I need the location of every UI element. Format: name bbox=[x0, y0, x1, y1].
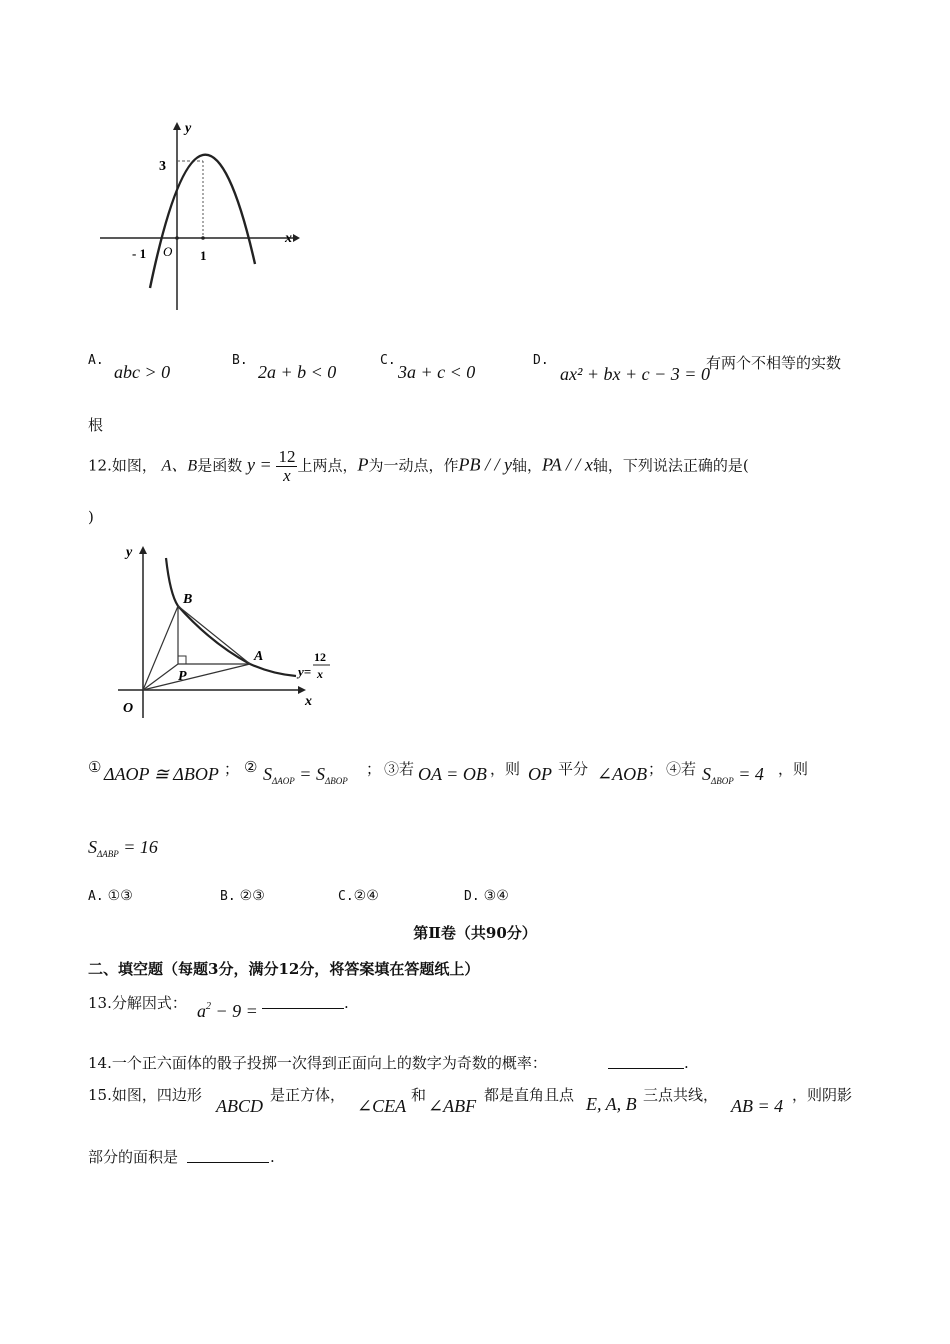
q12-stem bbox=[88, 448, 749, 485]
q12-stem-4: 为一动点，作 bbox=[368, 456, 459, 475]
q11-option-d-wrap: 根 bbox=[88, 416, 104, 434]
q12-func-den: x bbox=[283, 466, 291, 485]
q12-option-d-text: ③④ bbox=[483, 888, 509, 904]
s4-res-s: S bbox=[88, 837, 97, 857]
q12-option-b-text: ②③ bbox=[239, 888, 265, 904]
curve-label-y: y= bbox=[298, 664, 312, 679]
neg-one-label: - 1 bbox=[132, 246, 147, 261]
x-axis-arrow bbox=[293, 234, 300, 242]
s3-bisect: 平分 bbox=[558, 760, 589, 778]
q11-option-d-expr: ax² + bx + c − 3 = 0 bbox=[560, 364, 710, 384]
s2-circ: ② bbox=[244, 758, 258, 776]
q13-a: a bbox=[197, 1001, 206, 1021]
q12-option-b-letter: B. bbox=[220, 889, 236, 904]
q12-option-d-letter: D. bbox=[464, 889, 480, 904]
y-axis-label: y bbox=[126, 545, 133, 560]
s2-expr bbox=[263, 764, 348, 786]
segment-ab bbox=[178, 606, 250, 664]
one-label: 1 bbox=[200, 248, 207, 263]
q11-option-a-expr: abc > 0 bbox=[114, 362, 171, 382]
q12-option-a bbox=[88, 888, 133, 904]
part2-title: 第Ⅱ卷（共90分） bbox=[413, 924, 537, 942]
origin-label: O bbox=[123, 701, 134, 716]
s3-op: OP bbox=[528, 764, 552, 784]
q15-end: . bbox=[270, 1148, 275, 1166]
s2-sep: ； bbox=[366, 760, 382, 778]
curve-label-num: 12 bbox=[314, 650, 326, 664]
s2-a-sub: ΔAOP bbox=[272, 776, 295, 786]
q13-rest: − 9 = bbox=[211, 1001, 258, 1021]
q12-stem-6: 轴，下列说法正确的是( bbox=[592, 456, 749, 475]
y-axis-label: y bbox=[185, 121, 192, 136]
s2-b-sub: ΔBOP bbox=[324, 776, 348, 786]
x-axis-label: x bbox=[305, 694, 312, 709]
q12-stem-3: 上两点， bbox=[297, 456, 358, 475]
s4-res-eq: = 16 bbox=[118, 837, 158, 857]
point-p-label: P bbox=[178, 669, 187, 684]
s2-b: S bbox=[315, 764, 325, 784]
x-axis-arrow bbox=[298, 686, 306, 694]
s1-circ: ① bbox=[88, 758, 102, 776]
q12-option-b bbox=[220, 888, 265, 904]
s2-eq: = bbox=[294, 764, 316, 784]
x-axis-label: x bbox=[285, 231, 292, 246]
q11-option-b-letter: B. bbox=[232, 353, 248, 368]
origin-label: O bbox=[163, 244, 173, 259]
q12-pa: PA / / x bbox=[541, 454, 593, 475]
one-dot bbox=[201, 236, 205, 240]
s1-sep: ； bbox=[224, 760, 240, 778]
q15-m2: ∠CEA bbox=[357, 1096, 407, 1116]
s4-expr bbox=[702, 764, 764, 786]
q12-func-num: 12 bbox=[278, 447, 296, 466]
s3-mid: ，则 bbox=[490, 760, 521, 778]
q11-option-a-letter: A. bbox=[88, 353, 104, 368]
q11-option-d-letter: D. bbox=[533, 353, 549, 368]
max-label: 3 bbox=[159, 159, 166, 174]
q12-close-paren: ) bbox=[88, 508, 94, 526]
q11-option-b-expr: 2a + b < 0 bbox=[258, 362, 337, 382]
q12-stem-5: 轴， bbox=[511, 456, 542, 475]
q12-option-c-letter: C. bbox=[338, 889, 354, 904]
q12-func-y: y = bbox=[247, 454, 272, 475]
s2-a: S bbox=[263, 764, 272, 784]
s4-s: S bbox=[702, 764, 711, 784]
s3-angle: ∠AOB bbox=[597, 764, 648, 784]
q13-end: . bbox=[344, 994, 349, 1012]
s4-then: ，则 bbox=[778, 760, 809, 778]
s4-eq: = 4 bbox=[733, 764, 764, 784]
point-b-label: B bbox=[183, 592, 193, 607]
s4-sub: ΔBOP bbox=[711, 776, 734, 786]
q13-answer-blank[interactable] bbox=[262, 994, 344, 1009]
segment-oa bbox=[143, 664, 250, 690]
q15-m5: AB = 4 bbox=[731, 1096, 784, 1116]
q13-sup: 2 bbox=[206, 1001, 211, 1012]
right-angle-mark bbox=[178, 656, 186, 664]
s4-result bbox=[88, 837, 158, 859]
q15-t1: 15.如图，四边形 bbox=[88, 1086, 202, 1104]
q15-m3: ∠ABF bbox=[428, 1096, 477, 1116]
s4-res-sub: ΔABP bbox=[97, 849, 119, 859]
q12-option-c bbox=[338, 888, 379, 904]
y-axis-arrow bbox=[139, 546, 147, 554]
origin-dot bbox=[175, 236, 179, 240]
y-axis-arrow bbox=[173, 122, 181, 130]
q12-func-fraction bbox=[276, 448, 297, 485]
s1-expr: ΔAOP ≅ ΔBOP bbox=[104, 764, 219, 784]
q15-t2: 是正方体， bbox=[270, 1086, 346, 1104]
q12-stem-2: 是函数 bbox=[197, 456, 243, 475]
s3-circ: ③若 bbox=[384, 760, 415, 778]
q14-end: . bbox=[684, 1054, 689, 1072]
q13-expr bbox=[197, 1001, 258, 1022]
q11-option-c-expr: 3a + c < 0 bbox=[398, 362, 476, 382]
q12-points: A、B bbox=[161, 457, 198, 475]
curve-label-den: x bbox=[317, 667, 323, 681]
q12-option-d bbox=[464, 888, 509, 904]
s3-eq: OA = OB bbox=[418, 764, 487, 784]
q11-option-c-letter: C. bbox=[380, 353, 396, 368]
q15-t6: ，则阴影 bbox=[792, 1086, 853, 1104]
hyperbola-graph bbox=[112, 540, 342, 740]
q11-option-d-suffix: 有两个不相等的实数 bbox=[706, 354, 842, 372]
q15-answer-blank[interactable] bbox=[187, 1148, 269, 1163]
q12-stem-1: 如图， bbox=[111, 456, 157, 475]
q14-answer-blank[interactable] bbox=[608, 1054, 684, 1069]
q12-number: 12. bbox=[88, 456, 112, 475]
q14-text: 14.一个正六面体的骰子投掷一次得到正面向上的数字为奇数的概率： bbox=[88, 1054, 547, 1072]
part2-section: 二、填空题（每题3分，满分12分，将答案填在答题纸上） bbox=[88, 960, 480, 978]
point-a-label: A bbox=[254, 649, 264, 664]
q15-t5: 三点共线， bbox=[643, 1086, 719, 1104]
q12-pb: PB / / y bbox=[458, 454, 512, 475]
q15-t4: 都是直角且点 bbox=[484, 1086, 575, 1104]
q12-option-a-letter: A. bbox=[88, 889, 104, 904]
q12-option-a-text: ①③ bbox=[107, 888, 133, 904]
s4-circ: ④若 bbox=[666, 760, 697, 778]
q15-m1: ABCD bbox=[216, 1096, 263, 1116]
q12-p: P bbox=[357, 454, 369, 475]
q12-option-c-text: ②④ bbox=[353, 888, 379, 904]
q15-t7: 部分的面积是 bbox=[88, 1148, 179, 1166]
q15-t3: 和 bbox=[411, 1086, 427, 1104]
q15-m4: E, A, B bbox=[586, 1094, 637, 1114]
parabola-graph bbox=[95, 118, 310, 318]
s3-sep: ； bbox=[648, 760, 664, 778]
q13-text: 13.分解因式： bbox=[88, 994, 187, 1012]
